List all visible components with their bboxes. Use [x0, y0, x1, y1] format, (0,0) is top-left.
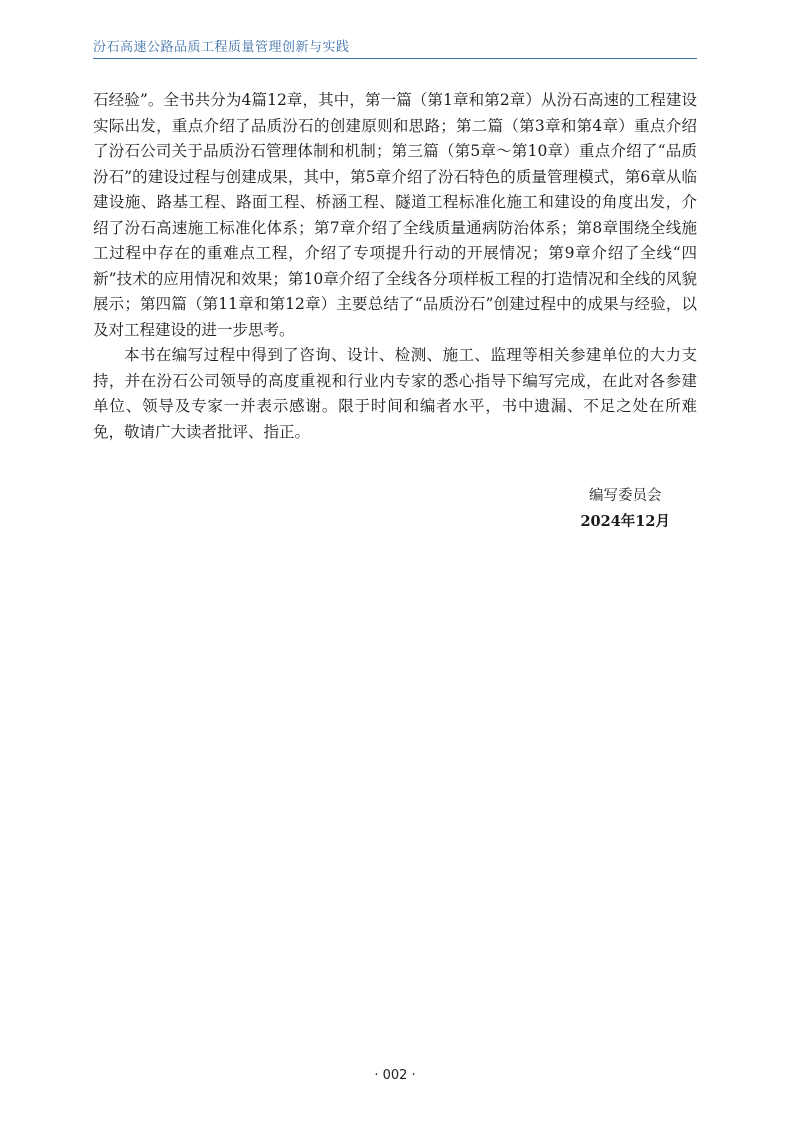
signature-author: 编写委员会	[588, 488, 662, 504]
signature-date: 2024年12月	[580, 513, 670, 530]
signature-block	[580, 483, 670, 535]
body-text	[93, 88, 697, 445]
paragraph-acknowledgement: 本书在编写过程中得到了咨询、设计、检测、施工、监理等相关参建单位的大力支持，并在汾石公司领导的高度重视和行业内专家的悉心指导下编写完成，在此对各参建单位、领导及专家一并表示感谢。限于时间和编者水平，书中遗漏、不足之处在所难免，敬请广大读者批评、指正。	[93, 346, 697, 441]
running-header-title: 汾石高速公路品质工程质量管理创新与实践	[93, 40, 350, 55]
paragraph-book-structure: 石经验”。全书共分为4篇12章，其中，第一篇（第1章和第2章）从汾石高速的工程建设实际出发，重点介绍了品质汾石的创建原则和思路；第二篇（第3章和第4章）重点介绍了汾石公司关于品质汾石管理体制和机制；第三篇（第5章～第10章）重点介绍了“品质汾石”的建设过程与创建成果，其中，第5章介绍了汾石特色的质量管理模式，第6章从临建设施、路基工程、路面工程、桥涵工程、隧道工程标准化施工和建设的角度出发，介绍了汾石高速施工标准化体系；第7章介绍了全线质量通病防治体系；第8章围绕全线施工过程中存在的重难点工程，介绍了专项提升行动的开展情况；第9章介绍了全线“四新”技术的应用情况和效果；第10章介绍了全线各分项样板工程的打造情况和全线的风貌展示；第四篇（第11章和第12章）主要总结了“品质汾石”创建过程中的成果与经验，以及对工程建设的进一步思考。	[93, 91, 697, 339]
page-number: · 002 ·	[374, 1068, 416, 1083]
header-divider	[93, 58, 697, 59]
